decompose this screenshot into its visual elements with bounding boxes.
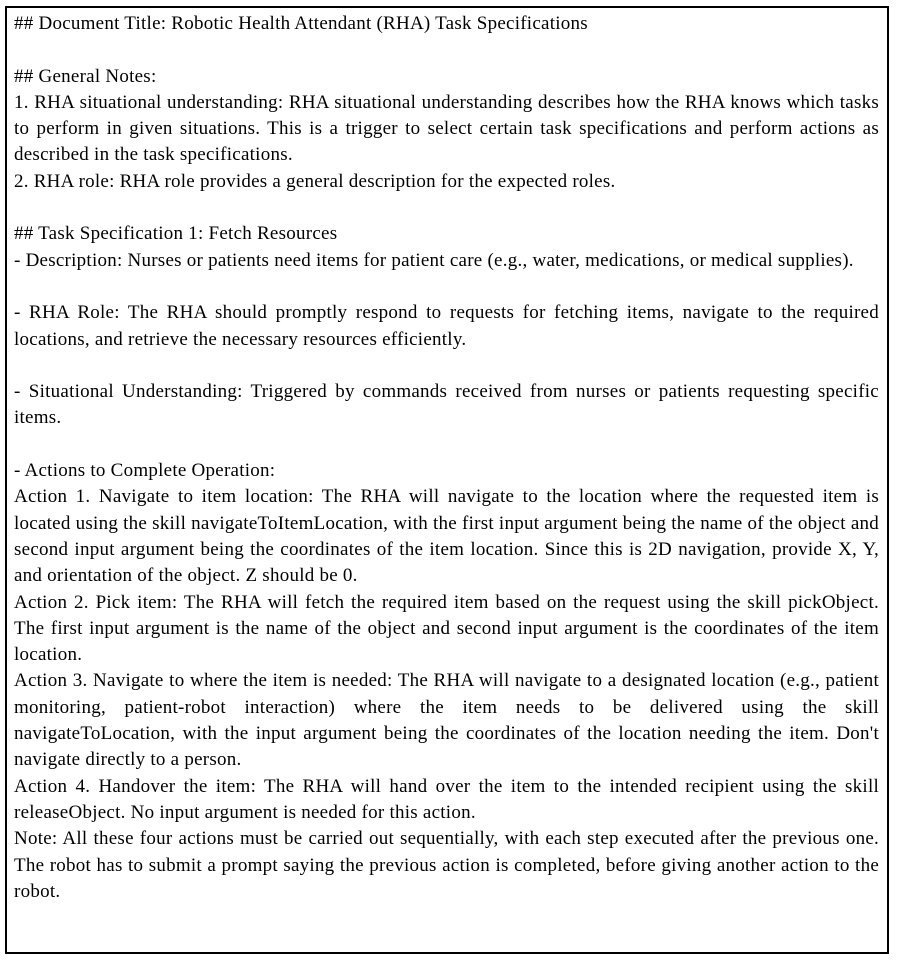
general-notes-heading: ## General Notes:: [14, 65, 157, 87]
action-1-paragraph: Action 1. Navigate to item location: The RHA will navigate to the location where the requested item is located using the skill navigateToItemLocation, with the first input argument being the name of the object and second input argument being the coordinates of the item location. Since this is 2D navigation, provide X, Y, and orientation of the object. Z should be 0.: [14, 486, 879, 587]
note-1-situational-understanding: 1. RHA situational understanding: RHA situational understanding describes how the RHA knows which tasks to perform in given situations. This is a trigger to select certain task specifications and perform actions as described in the task specifications.: [14, 91, 879, 166]
doc-title-line: ## Document Title: Robotic Health Attendant (RHA) Task Specifications: [14, 13, 588, 34]
description-paragraph: - Description: Nurses or patients need items for patient care (e.g., water, medications, or medical supplies).: [14, 249, 854, 271]
action-2-paragraph: Action 2. Pick item: The RHA will fetch the required item based on the request using the skill pickObject. The first input argument is the name of the object and second input argument is the coordinates of the item location.: [14, 591, 879, 666]
document-body: [14, 11, 879, 905]
note-paragraph: Note: All these four actions must be carried out sequentially, with each step executed after the previous one. The robot has to submit a prompt saying the previous action is completed, before giving another action to the robot.: [14, 828, 879, 902]
actions-heading: - Actions to Complete Operation:: [14, 460, 276, 482]
action-3-paragraph: Action 3. Navigate to where the item is needed: The RHA will navigate to a designated location (e.g., patient monitoring, patient-robot interaction) where the item needs to be delivered using the skill navigateToLocation, with the input argument being the coordinates of the location needing the item. Don't navigate directly to a person.: [14, 670, 879, 771]
action-4-paragraph: Action 4. Handover the item: The RHA will hand over the item to the intended recipient using the skill releaseObject. No input argument is needed for this action.: [14, 775, 879, 823]
situational-understanding-paragraph: - Situational Understanding: Triggered by commands received from nurses or patients requesting specific items.: [14, 381, 879, 429]
note-2-rha-role: 2. RHA role: RHA role provides a general description for the expected roles.: [14, 170, 616, 192]
task-spec-1-heading: ## Task Specification 1: Fetch Resources: [14, 223, 338, 245]
document-page: [5, 6, 889, 954]
rha-role-paragraph: - RHA Role: The RHA should promptly respond to requests for fetching items, navigate to the required locations, and retrieve the necessary resources efficiently.: [14, 302, 879, 350]
